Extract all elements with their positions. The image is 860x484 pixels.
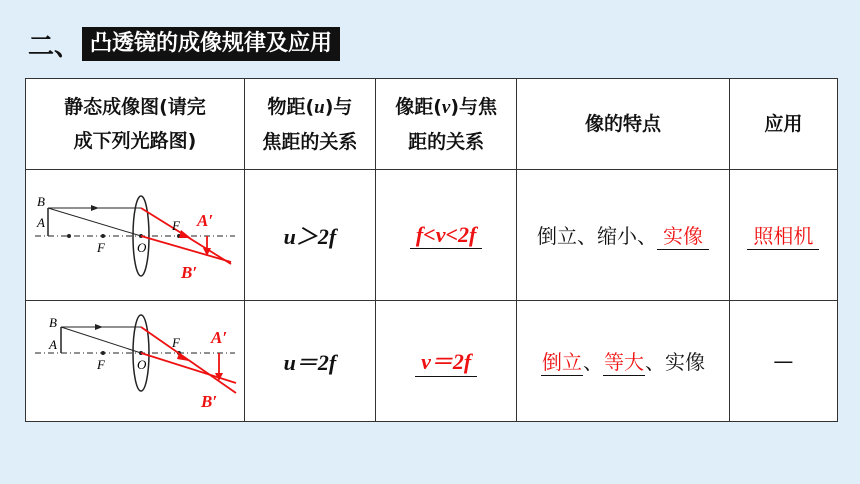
header-image-features: 像的特点 [517,79,729,170]
section-number: 二、 [28,31,81,62]
svg-text:A′: A′ [210,328,228,347]
svg-text:F: F [96,240,105,255]
svg-text:B′: B′ [200,392,218,409]
table-row [26,301,838,422]
ray-diagram-cell [26,301,245,422]
object-distance-cell: u＝2f [244,301,375,422]
lens-imaging-table [25,78,838,422]
svg-text:A: A [36,215,45,230]
svg-text:O: O [136,357,147,372]
image-distance-cell: f<v<2f [375,170,516,301]
header-application: 应用 [729,79,837,170]
header-diagram: 静态成像图(请完 成下列光路图) [26,79,245,170]
svg-text:A: A [48,337,57,352]
section-heading [28,26,340,62]
features-cell: 倒立、等大、实像 [517,301,729,422]
table-header-row [26,79,838,170]
ray-diagram-1 [31,190,239,280]
svg-text:B: B [36,194,45,209]
object-distance-cell: u＞2f [244,170,375,301]
svg-text:F: F [96,357,105,372]
svg-text:B′: B′ [180,263,198,280]
header-object-distance: 物距(u)与 焦距的关系 [244,79,375,170]
application-cell: — [729,301,837,422]
svg-text:O: O [136,240,147,255]
features-cell: 倒立、缩小、 实像 [517,170,729,301]
ray-diagram-2 [31,313,239,409]
header-image-distance: 像距(v)与焦 距的关系 [375,79,516,170]
svg-text:B: B [48,315,57,330]
image-distance-cell: v＝2f [375,301,516,422]
svg-text:F: F [171,218,180,233]
application-cell: 照相机 [729,170,837,301]
table-row [26,170,838,301]
svg-text:F: F [171,335,180,350]
svg-text:A′: A′ [196,211,214,230]
section-title: 凸透镜的成像规律及应用 [82,27,340,61]
ray-diagram-cell [26,170,245,301]
